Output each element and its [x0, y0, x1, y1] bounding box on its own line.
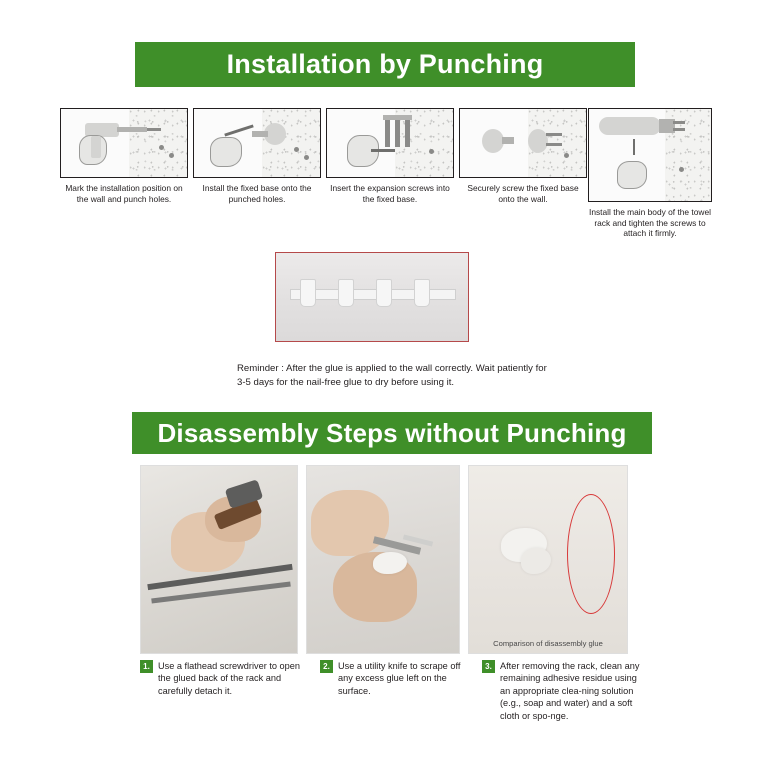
- install-step-5-caption: Install the main body of the towel rack and tighten the screws to attach it firmly.: [589, 207, 711, 238]
- rack-hook: [338, 279, 354, 307]
- wall-texture: [129, 109, 187, 177]
- rack-hook: [376, 279, 392, 307]
- disassembly-step-2-text: Use a utility knife to scrape off any excess glue left on the surface.: [338, 661, 461, 696]
- disassembly-photo-2: [306, 465, 460, 654]
- rack-hook: [414, 279, 430, 307]
- disassembly-step-3-text: After removing the rack, clean any remaining adhesive residue using an appropriate clea-ning solution (e.g., soap and water) and a soft cloth or spo-nge.: [500, 661, 640, 721]
- towel-rack-icon: [588, 108, 712, 202]
- disassembly-photo-1: [140, 465, 298, 654]
- step-number-badge-1: 1.: [140, 660, 153, 673]
- disassembly-step-1-text: Use a flathead screwdriver to open the glued back of the rack and carefully detach it.: [158, 661, 300, 696]
- step-number-badge-2: 2.: [320, 660, 333, 673]
- install-step-3: [326, 108, 454, 204]
- disassembly-step-3: [482, 660, 642, 722]
- install-step-1: [60, 108, 188, 204]
- screwdriver-icon: [193, 108, 321, 178]
- disassembly-photo-3: [468, 465, 628, 654]
- reminder-text: Reminder : After the glue is applied to the wall correctly. Wait patiently for 3-5 days for the nail-free glue to dry before using it.: [237, 363, 547, 388]
- install-step-2-caption: Install the fixed base onto the punched holes.: [202, 183, 312, 204]
- install-step-4-caption: Securely screw the fixed base onto the wall.: [467, 183, 579, 204]
- install-step-4: [459, 108, 587, 204]
- disassembly-step-1: [140, 660, 306, 697]
- banner-disassembly-steps: Disassembly Steps without Punching: [132, 412, 652, 454]
- hammer-icon: [326, 108, 454, 178]
- disassembly-photo-3-caption: Comparison of disassembly glue: [493, 639, 603, 648]
- step-number-badge-3: 3.: [482, 660, 495, 673]
- install-step-5: [588, 108, 712, 239]
- fixed-base-icon: [459, 108, 587, 178]
- install-step-2: [193, 108, 321, 204]
- highlight-ellipse: [567, 494, 615, 614]
- disassembly-step-2: [320, 660, 465, 697]
- rack-hook: [300, 279, 316, 307]
- banner-installation-by-punching: Installation by Punching: [135, 42, 635, 87]
- drill-icon: [60, 108, 188, 178]
- installed-rack-photo: [275, 252, 469, 342]
- install-step-3-caption: Insert the expansion screws into the fixed base.: [330, 183, 450, 204]
- install-step-1-caption: Mark the installation position on the wall and punch holes.: [65, 183, 183, 204]
- install-steps-row: [60, 108, 712, 238]
- disassembly-photos-row: [140, 465, 626, 652]
